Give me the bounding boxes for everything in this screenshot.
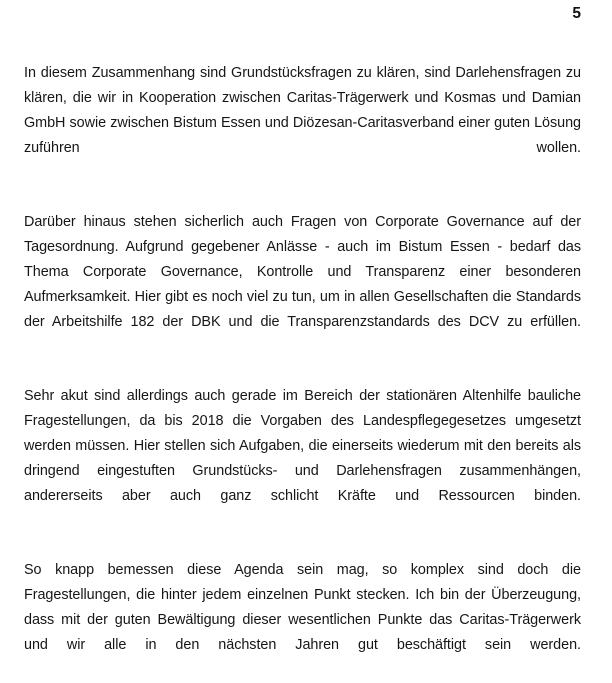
paragraph-1: In diesem Zusammenhang sind Grundstücksfragen zu klären, sind Darlehensfragen zu klären, die wir in Kooperation zwischen Caritas-Trägerwerk und Kosmas und Damian GmbH sowie zwischen Bistum Essen und Diözesan-Caritasverband einer guten Lösung zuführen wollen. — [24, 65, 581, 156]
paragraph-4: So knapp bemessen diese Agenda sein mag, so komplex sind doch die Fragestellungen, die hinter jedem einzelnen Punkt stecken. Ich bin der Überzeugung, dass mit der guten Bewältigung dieser wesentlichen Punkte das Caritas-Trägerwerk und wir alle in den nächsten Jahren gut beschäftigt sein werden. — [24, 562, 581, 653]
paragraph-2: Darüber hinaus stehen sicherlich auch Fragen von Corporate Governance auf der Tagesordnung. Aufgrund gegebener Anlässe - auch im Bistum Essen - bedarf das Thema Corporate Governance, Kontrolle und Transparenz einer besonderen Aufmerksamkeit. Hier gibt es noch viel zu tun, um in allen Gesellschaften die Standards der Arbeitshilfe 182 der DBK und die Transparenzstandards des DCV zu erfüllen. — [24, 214, 581, 330]
paragraph-3: Sehr akut sind allerdings auch gerade im Bereich der stationären Altenhilfe bauliche Fragestellungen, da bis 2018 die Vorgaben des Landespflegegesetzes umgesetzt werden müssen. Hier stellen sich Aufgaben, die einerseits wiederum mit den bereits als dringend eingestuften Grundstücks- und Darlehensfragen zusammenhängen, andererseits aber auch ganz schlicht Kräfte und Ressourcen binden. — [24, 388, 581, 504]
page-number: 5 — [572, 5, 581, 22]
document-text-body — [24, 61, 581, 683]
